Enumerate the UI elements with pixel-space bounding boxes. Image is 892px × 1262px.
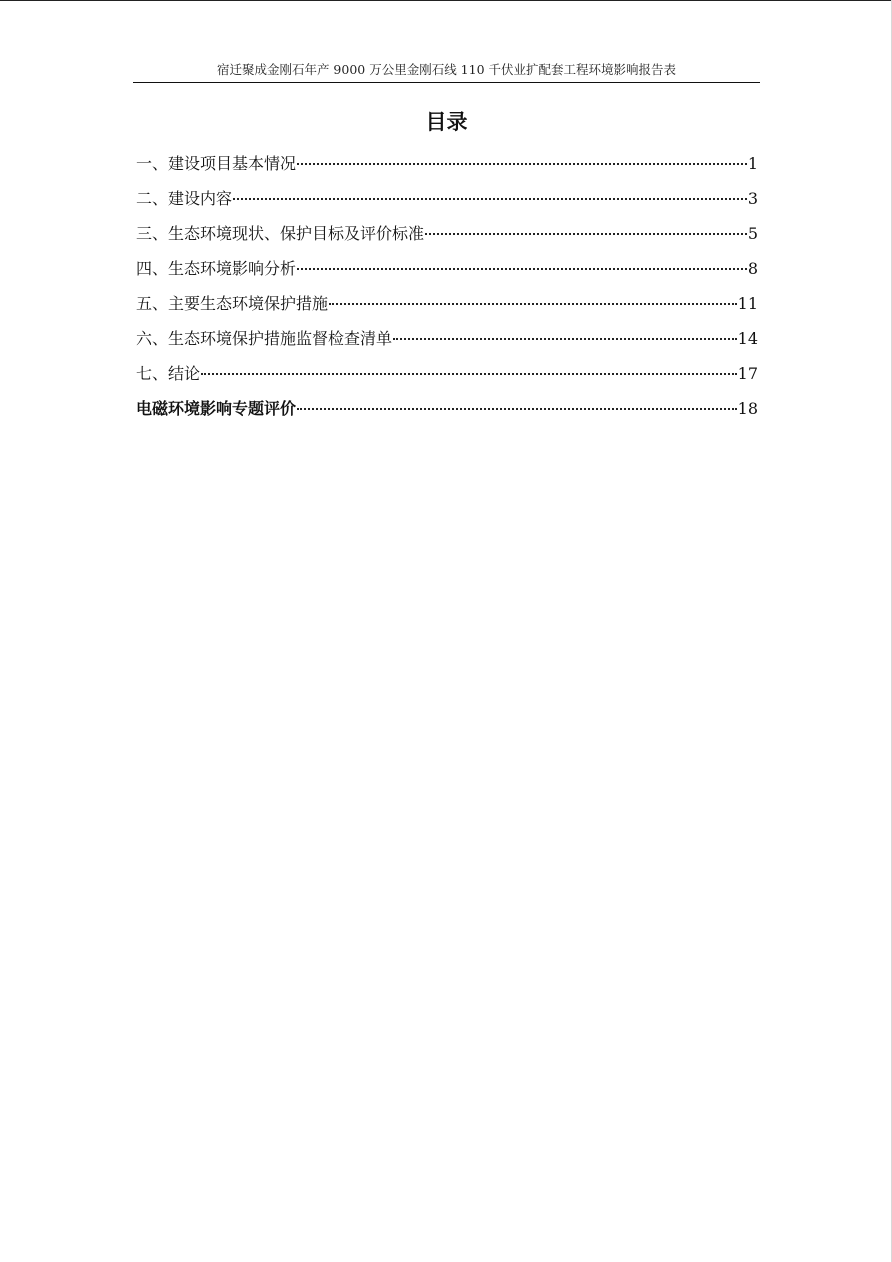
toc-entry-page: 17 (737, 364, 758, 383)
toc-dot-leader (393, 338, 737, 340)
toc-entry-5[interactable] (136, 291, 758, 326)
toc-dot-leader (425, 233, 747, 235)
toc-entry-label: 二、建设内容 (136, 189, 233, 208)
table-of-contents (136, 151, 758, 431)
toc-entry-page: 18 (737, 399, 758, 418)
toc-title: 目录 (425, 110, 468, 134)
toc-dot-leader (201, 373, 737, 375)
toc-entry-label: 电磁环境影响专题评价 (136, 399, 297, 418)
toc-entry-page: 14 (737, 329, 758, 348)
toc-dot-leader (233, 198, 747, 200)
toc-entry-label: 七、结论 (136, 364, 201, 383)
toc-entry-page: 8 (747, 259, 758, 278)
toc-entry-page: 3 (747, 189, 758, 208)
toc-entry-3[interactable] (136, 221, 758, 256)
toc-entry-7[interactable] (136, 361, 758, 396)
toc-dot-leader (329, 303, 737, 305)
toc-entry-label: 一、建设项目基本情况 (136, 154, 297, 173)
toc-entry-4[interactable] (136, 256, 758, 291)
running-header: 宿迁聚成金刚石年产 9000 万公里金刚石线 110 千伏业扩配套工程环境影响报告表 (216, 62, 677, 77)
toc-entry-1[interactable] (136, 151, 758, 186)
toc-entry-page: 11 (737, 294, 758, 313)
toc-entry-8[interactable] (136, 396, 758, 431)
toc-entry-label: 六、生态环境保护措施监督检查清单 (136, 329, 393, 348)
toc-entry-page: 5 (747, 224, 758, 243)
toc-entry-2[interactable] (136, 186, 758, 221)
header-rule (133, 82, 760, 83)
toc-entry-label: 四、生态环境影响分析 (136, 259, 297, 278)
toc-entry-label: 五、主要生态环境保护措施 (136, 294, 329, 313)
toc-dot-leader (297, 408, 737, 410)
toc-dot-leader (297, 268, 747, 270)
toc-entry-6[interactable] (136, 326, 758, 361)
toc-entry-page: 1 (747, 154, 758, 173)
toc-dot-leader (297, 163, 747, 165)
page-border-top (0, 0, 892, 1)
toc-entry-label: 三、生态环境现状、保护目标及评价标准 (136, 224, 425, 243)
